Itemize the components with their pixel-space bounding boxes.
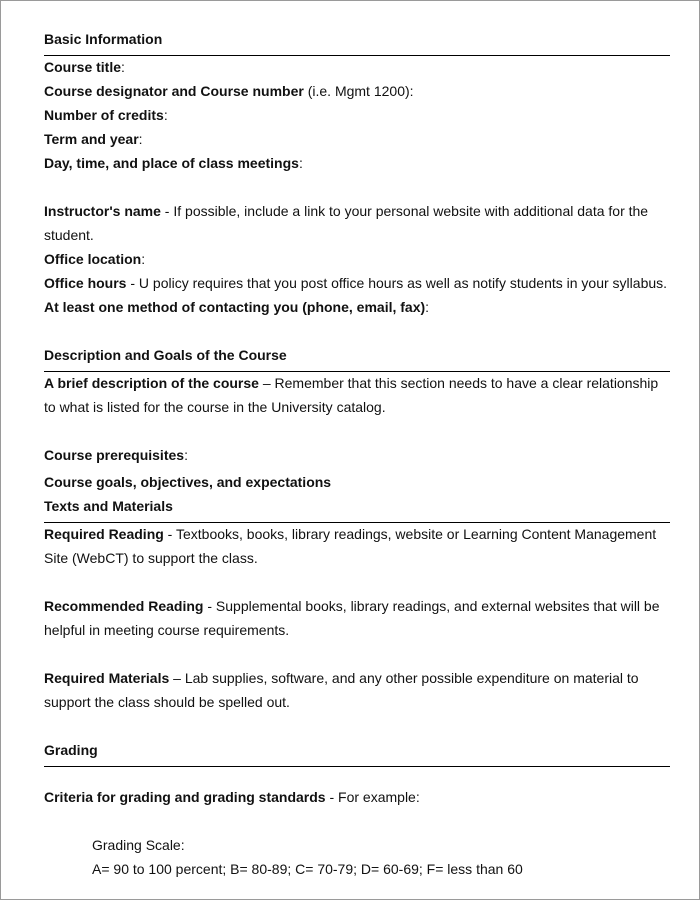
spacer (44, 642, 670, 666)
contact-suffix: : (425, 299, 430, 315)
meetings-suffix: : (298, 155, 303, 171)
meetings-label: Day, time, and place of class meetings (44, 155, 299, 171)
term-label: Term and year (44, 131, 139, 147)
heading-texts-materials: Texts and Materials (44, 498, 173, 514)
credits-line (44, 103, 670, 127)
office-location-label: Office location (44, 251, 142, 267)
required-materials-line (44, 666, 670, 714)
course-goals-line: Course goals, objectives, and expectations (44, 474, 332, 490)
course-title-label: Course title (44, 59, 122, 75)
heading-grading: Grading (44, 742, 98, 758)
spacer (44, 570, 670, 594)
contact-line (44, 295, 670, 319)
recommended-reading-label: Recommended Reading (44, 598, 204, 614)
office-hours-text: - U policy requires that you post office hours as well as notify students in your syllabus. (126, 275, 668, 291)
brief-description-label: A brief description of the course (44, 375, 259, 391)
heading-description-goals: Description and Goals of the Course (44, 347, 287, 363)
grading-scale-label: Grading Scale: (92, 837, 185, 853)
required-reading-label: Required Reading (44, 526, 164, 542)
spacer (44, 419, 670, 443)
prerequisites-label: Course prerequisites (44, 447, 185, 463)
brief-description-line (44, 371, 670, 419)
instructor-text: - If possible, include a link to your personal website with additional data for the student. (44, 203, 649, 243)
credits-suffix: : (163, 107, 168, 123)
prerequisites-suffix: : (184, 447, 188, 463)
instructor-label: Instructor's name (44, 203, 161, 219)
prerequisites-line (44, 443, 670, 467)
spacer (44, 809, 670, 833)
required-materials-label: Required Materials (44, 670, 170, 686)
required-reading-text: - Textbooks, books, library readings, website or Learning Content Management Site (WebCT) to support the class. (44, 526, 657, 566)
office-hours-line (44, 271, 670, 295)
grading-criteria-label: Criteria for grading and grading standards (44, 789, 326, 805)
credits-label: Number of credits (44, 107, 164, 123)
office-location-suffix: : (141, 251, 146, 267)
recommended-reading-text: - Supplemental books, library readings, and external websites that will be helpful in meeting course requirements. (44, 598, 660, 638)
grading-criteria-text: - For example: (325, 789, 420, 805)
spacer (44, 319, 670, 343)
grading-scale-values: A= 90 to 100 percent; B= 80-89; C= 70-79; D= 60-69; F= less than 60 (92, 861, 523, 877)
term-suffix: : (138, 131, 143, 147)
spacer (44, 175, 670, 199)
term-line (44, 127, 670, 151)
required-reading-line (44, 522, 670, 570)
course-title-line (44, 55, 670, 79)
office-hours-label: Office hours (44, 275, 127, 291)
course-title-suffix: : (121, 59, 125, 75)
brief-description-text: – Remember that this section needs to have a clear relationship to what is listed for the course in the University catalog. (44, 375, 659, 415)
grading-criteria-line (44, 785, 670, 809)
required-materials-text: – Lab supplies, software, and any other possible expenditure on material to support the class should be spelled out. (44, 670, 639, 710)
spacer (44, 714, 670, 738)
meetings-line (44, 151, 670, 175)
syllabus-content (44, 27, 670, 881)
course-designator-label: Course designator and Course number (44, 83, 304, 99)
contact-label: At least one method of contacting you (phone, email, fax) (44, 299, 426, 315)
course-designator-suffix: (i.e. Mgmt 1200): (303, 83, 414, 99)
course-designator-line (44, 79, 670, 103)
recommended-reading-line (44, 594, 670, 642)
office-location-line (44, 247, 670, 271)
instructor-line (44, 199, 670, 247)
heading-basic-information: Basic Information (44, 31, 163, 47)
spacer (44, 767, 670, 785)
